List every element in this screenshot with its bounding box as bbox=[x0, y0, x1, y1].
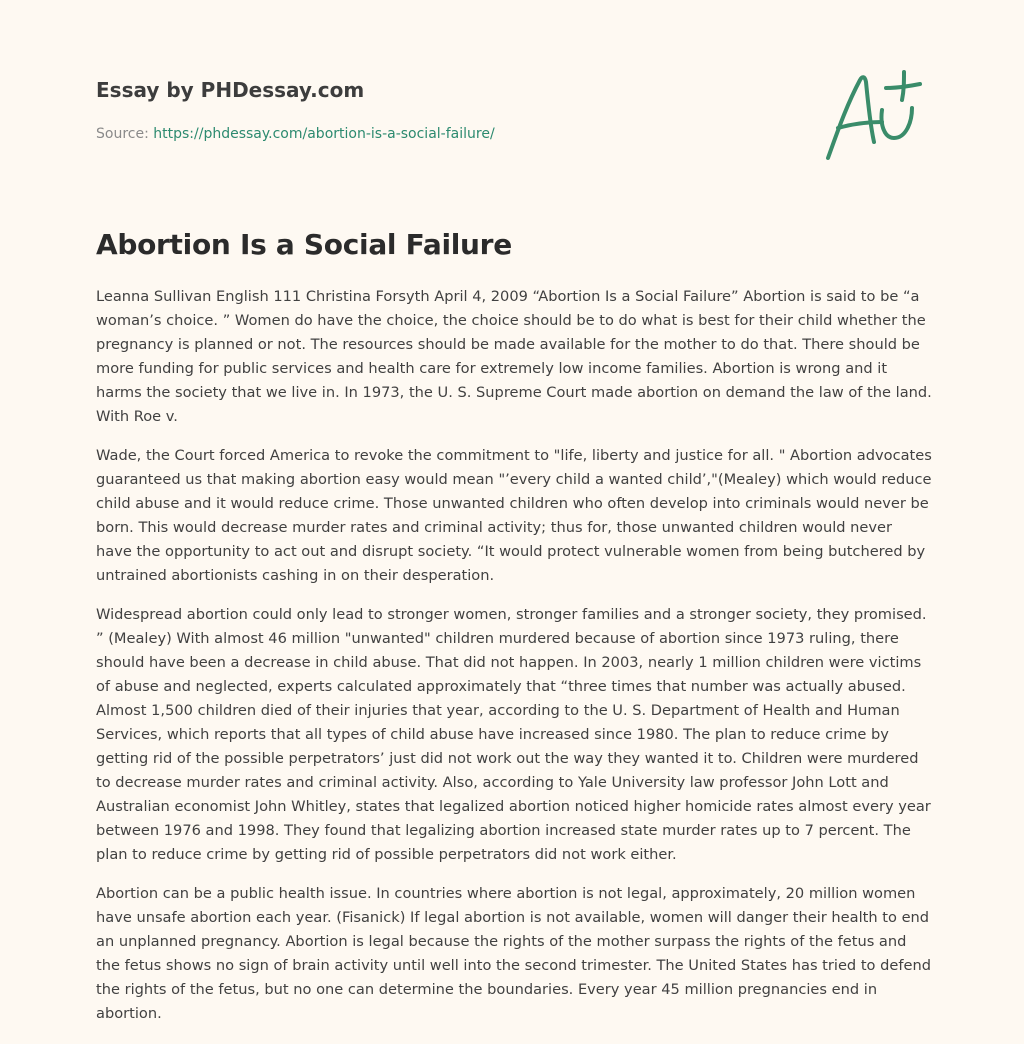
essay-body bbox=[96, 285, 932, 1041]
source-link[interactable]: https://phdessay.com/abortion-is-a-social-failure/ bbox=[153, 126, 495, 142]
a-plus-logo-icon bbox=[820, 66, 930, 166]
essay-paragraph: Wade, the Court forced America to revoke the commitment to "life, liberty and justice for all. " Abortion advocates guaranteed us that making abortion easy would mean "’every child a wanted child’,"(Mealey) which would reduce child abuse and it would reduce crime. Those unwanted children who often develop into criminals would never be born. This would decrease murder rates and criminal activity; thus for, those unwanted children would never have the opportunity to act out and disrupt society. “It would protect vulnerable women from being butchered by untrained abortionists cashing in on their desperation. bbox=[96, 447, 932, 584]
source-label: Source: bbox=[96, 126, 154, 142]
site-title: Essay by PHDessay.com bbox=[96, 78, 365, 102]
essay-paragraph: Abortion can be a public health issue. In countries where abortion is not legal, approximately, 20 million women have unsafe abortion each year. (Fisanick) If legal abortion is not available, women will danger their health to end an unplanned pregnancy. Abortion is legal because the rights of the mother surpass the rights of the fetus and the fetus shows no sign of brain activity until well into the second trimester. The United States has tried to defend the rights of the fetus, but no one can determine the boundaries. Every year 45 million pregnancies end in abortion. bbox=[96, 885, 931, 1022]
essay-paragraph: Leanna Sullivan English 111 Christina Forsyth April 4, 2009 “Abortion Is a Social Failure” Abortion is said to be “a woman’s choice. ” Women do have the choice, the choice should be to do what is best for their child whether the pregnancy is planned or not. The resources should be made available for the mother to do that. There should be more funding for public services and health care for extremely low income families. Abortion is wrong and it harms the society that we live in. In 1973, the U. S. Supreme Court made abortion on demand the law of the land. With Roe v. bbox=[96, 288, 932, 425]
a-plus-logo bbox=[820, 66, 930, 166]
essay-paragraph: Widespread abortion could only lead to stronger women, stronger families and a stronger society, they promised. ” (Mealey) With almost 46 million "unwanted" children murdered because of abortion since 1973 ruling, there should have been a decrease in child abuse. That did not happen. In 2003, nearly 1 million children were victims of abuse and neglected, experts calculated approximately that “three times that number was actually abused. Almost 1,500 children died of their injuries that year, according to the U. S. Department of Health and Human Services, which reports that all types of child abuse have increased since 1980. The plan to reduce crime by getting rid of the possible perpetrators’ just did not work out the way they wanted it to. Children were murdered to decrease murder rates and criminal activity. Also, according to Yale University law professor John Lott and Australian economist John Whitley, states that legalized abortion noticed higher homicide rates almost every year between 1976 and 1998. They found that legalizing abortion increased state murder rates up to 7 percent. The plan to reduce crime by getting rid of possible perpetrators did not work either. bbox=[96, 606, 931, 863]
essay-title: Abortion Is a Social Failure bbox=[96, 228, 512, 261]
source-line bbox=[96, 124, 796, 144]
header bbox=[96, 76, 796, 144]
